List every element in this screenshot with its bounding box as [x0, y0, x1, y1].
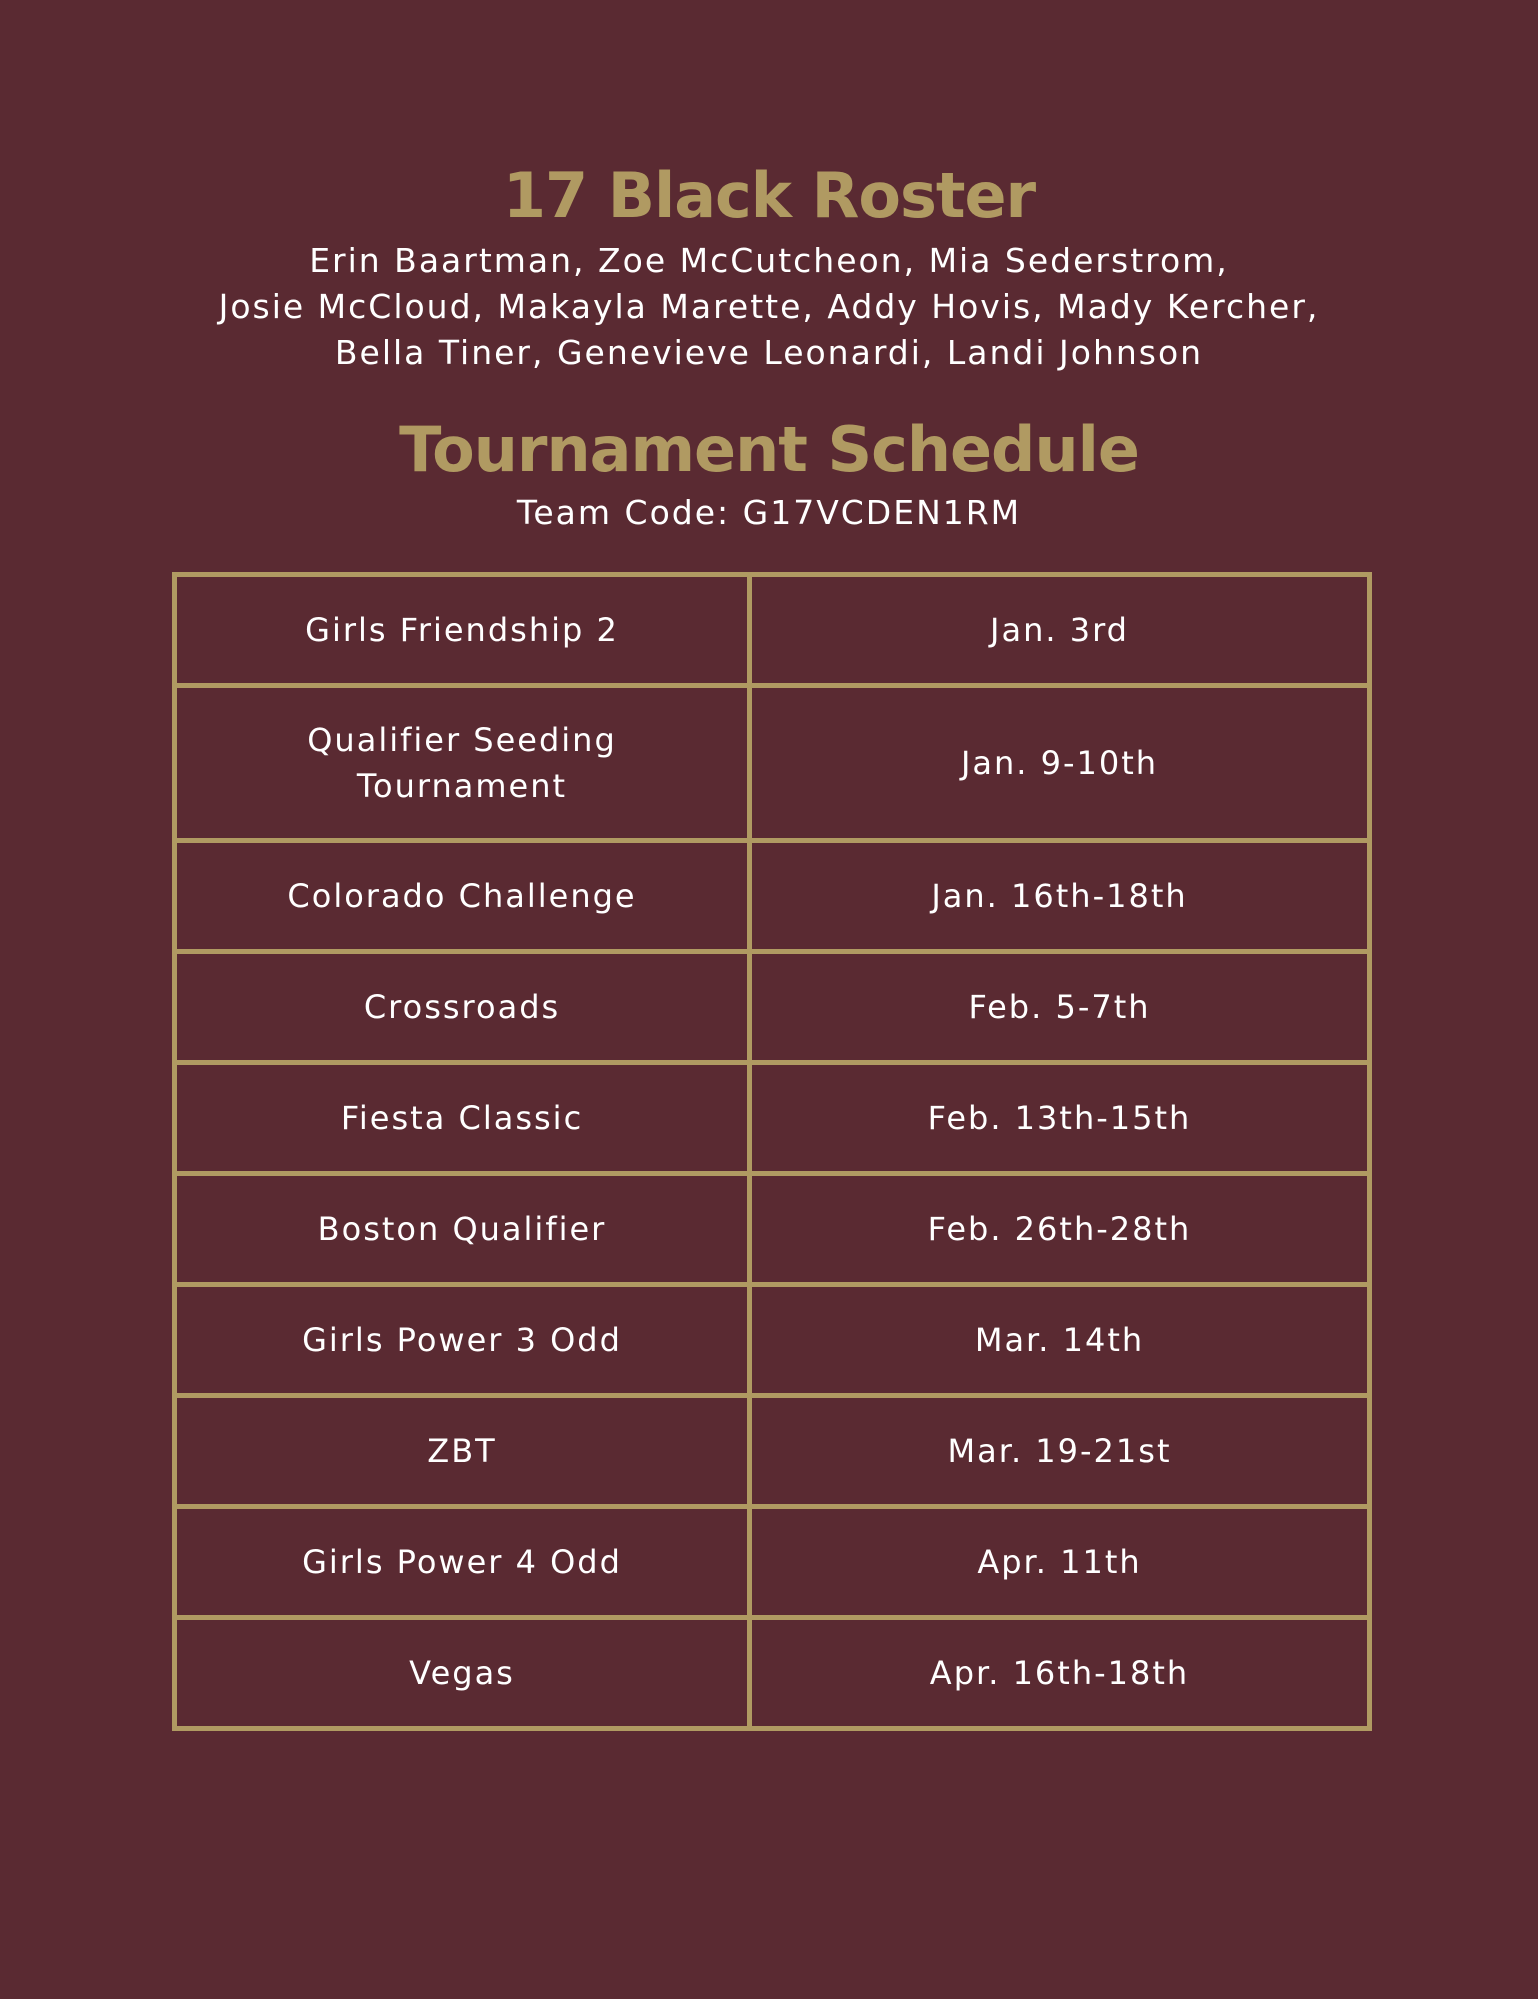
- event-date: Mar. 19-21st: [750, 1396, 1370, 1507]
- table-row: [175, 1618, 1370, 1729]
- table-row: [175, 1507, 1370, 1618]
- table-row: [175, 686, 1370, 841]
- table-row: [175, 1396, 1370, 1507]
- table-row: [175, 1285, 1370, 1396]
- event-date: Jan. 9-10th: [750, 686, 1370, 841]
- table-row: [175, 1063, 1370, 1174]
- event-name-text: Qualifier Seeding Tournament: [307, 721, 617, 805]
- event-name: Girls Friendship 2: [175, 575, 750, 686]
- roster-line: Erin Baartman, Zoe McCutcheon, Mia Sederstrom,: [309, 241, 1229, 280]
- event-name: Crossroads: [175, 952, 750, 1063]
- roster-title: 17 Black Roster: [502, 159, 1036, 232]
- event-name: Girls Power 3 Odd: [175, 1285, 750, 1396]
- event-date: Mar. 14th: [750, 1285, 1370, 1396]
- event-date: Jan. 3rd: [750, 575, 1370, 686]
- roster-line: Josie McCloud, Makayla Marette, Addy Hovis, Mady Kercher,: [218, 287, 1320, 326]
- event-name: Colorado Challenge: [175, 841, 750, 952]
- event-date: Feb. 26th-28th: [750, 1174, 1370, 1285]
- event-date: Feb. 5-7th: [750, 952, 1370, 1063]
- table-row: [175, 952, 1370, 1063]
- team-code: Team Code: G17VCDEN1RM: [516, 493, 1022, 532]
- schedule-table: [172, 572, 1372, 1731]
- event-name: Fiesta Classic: [175, 1063, 750, 1174]
- schedule-title: Tournament Schedule: [399, 413, 1139, 486]
- event-name: [175, 686, 750, 841]
- table-row: [175, 1174, 1370, 1285]
- roster-line: Bella Tiner, Genevieve Leonardi, Landi Johnson: [334, 333, 1204, 372]
- event-date: Apr. 11th: [750, 1507, 1370, 1618]
- event-date: Feb. 13th-15th: [750, 1063, 1370, 1174]
- event-name: Girls Power 4 Odd: [175, 1507, 750, 1618]
- table-row: [175, 841, 1370, 952]
- roster-names: [0, 238, 1538, 376]
- event-name: ZBT: [175, 1396, 750, 1507]
- event-name: Vegas: [175, 1618, 750, 1729]
- event-date: Jan. 16th-18th: [750, 841, 1370, 952]
- event-date: Apr. 16th-18th: [750, 1618, 1370, 1729]
- table-row: [175, 575, 1370, 686]
- event-name: Boston Qualifier: [175, 1174, 750, 1285]
